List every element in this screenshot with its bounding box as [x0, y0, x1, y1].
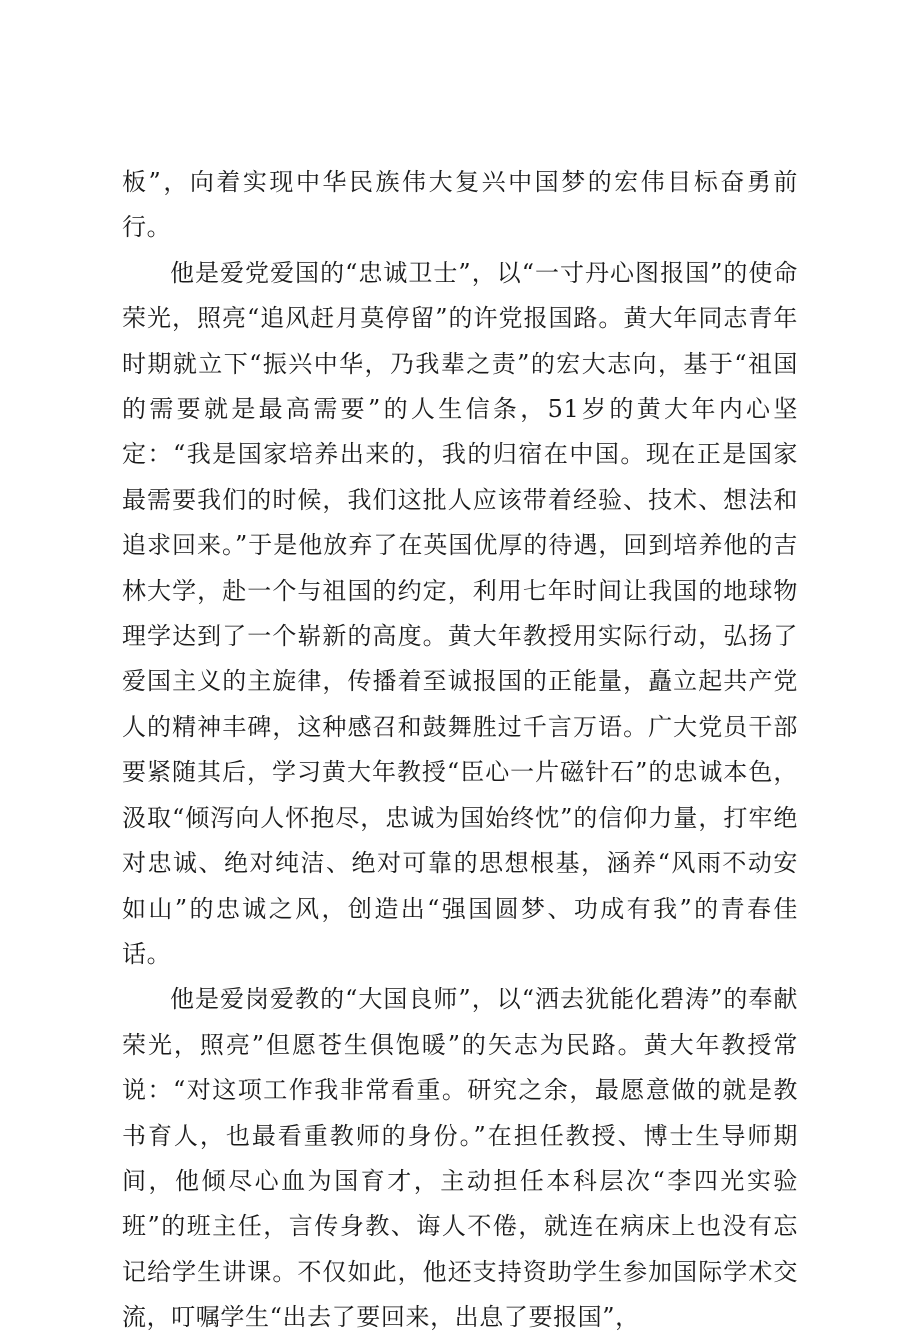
- paragraph-loyal-guardian: 他是爱党爱国的“忠诚卫士”，以“一寸丹心图报国”的使命荣光，照亮“追风赶月莫停留”的许党报国路。黄大年同志青年时期就立下“振兴中华，乃我辈之责”的宏大志向，基于“祖国的需要就是最高需要”的人生信条，51岁的黄大年内心坚定：“我是国家培养出来的，我的归宿在中国。现在正是国家最需要我们的时候，我们这批人应该带着经验、技术、想法和追求回来。”于是他放弃了在英国优厚的待遇，回到培养他的吉林大学，赴一个与祖国的约定，利用七年时间让我国的地球物理学达到了一个崭新的高度。黄大年教授用实际行动，弘扬了爱国主义的主旋律，传播着至诚报国的正能量，矗立起共产党人的精神丰碑，这种感召和鼓舞胜过千言万语。广大党员干部要紧随其后，学习黄大年教授“臣心一片磁针石”的忠诚本色，汲取“倾泻向人怀抱尽，忠诚为国始终忱”的信仰力量，打牢绝对忠诚、绝对纯洁、绝对可靠的思想根基，涵养“风雨不动安如山”的忠诚之风，创造出“强国圆梦、功成有我”的青春佳话。: [122, 258, 798, 968]
- paragraph-great-teacher: 他是爱岗爱教的“大国良师”，以“洒去犹能化碧涛”的奉献荣光，照亮”但愿苍生俱饱暖”的矢志为民路。黄大年教授常说：“对这项工作我非常看重。研究之余，最愿意做的就是教书育人，也最看重教师的身份。”在担任教授、博士生导师期间，他倾尽心血为国育才，主动担任本科层次“李四光实验班”的班主任，言传身教、诲人不倦，就连在病床上也没有忘记给学生讲课。不仅如此，他还支持资助学生参加国际学术交流，叮嘱学生“出去了要回来，出息了要报国”，: [122, 985, 798, 1332]
- document-body: [122, 160, 798, 1341]
- paragraph-continuation: 板”，向着实现中华民族伟大复兴中国梦的宏伟目标奋勇前行。: [122, 168, 798, 242]
